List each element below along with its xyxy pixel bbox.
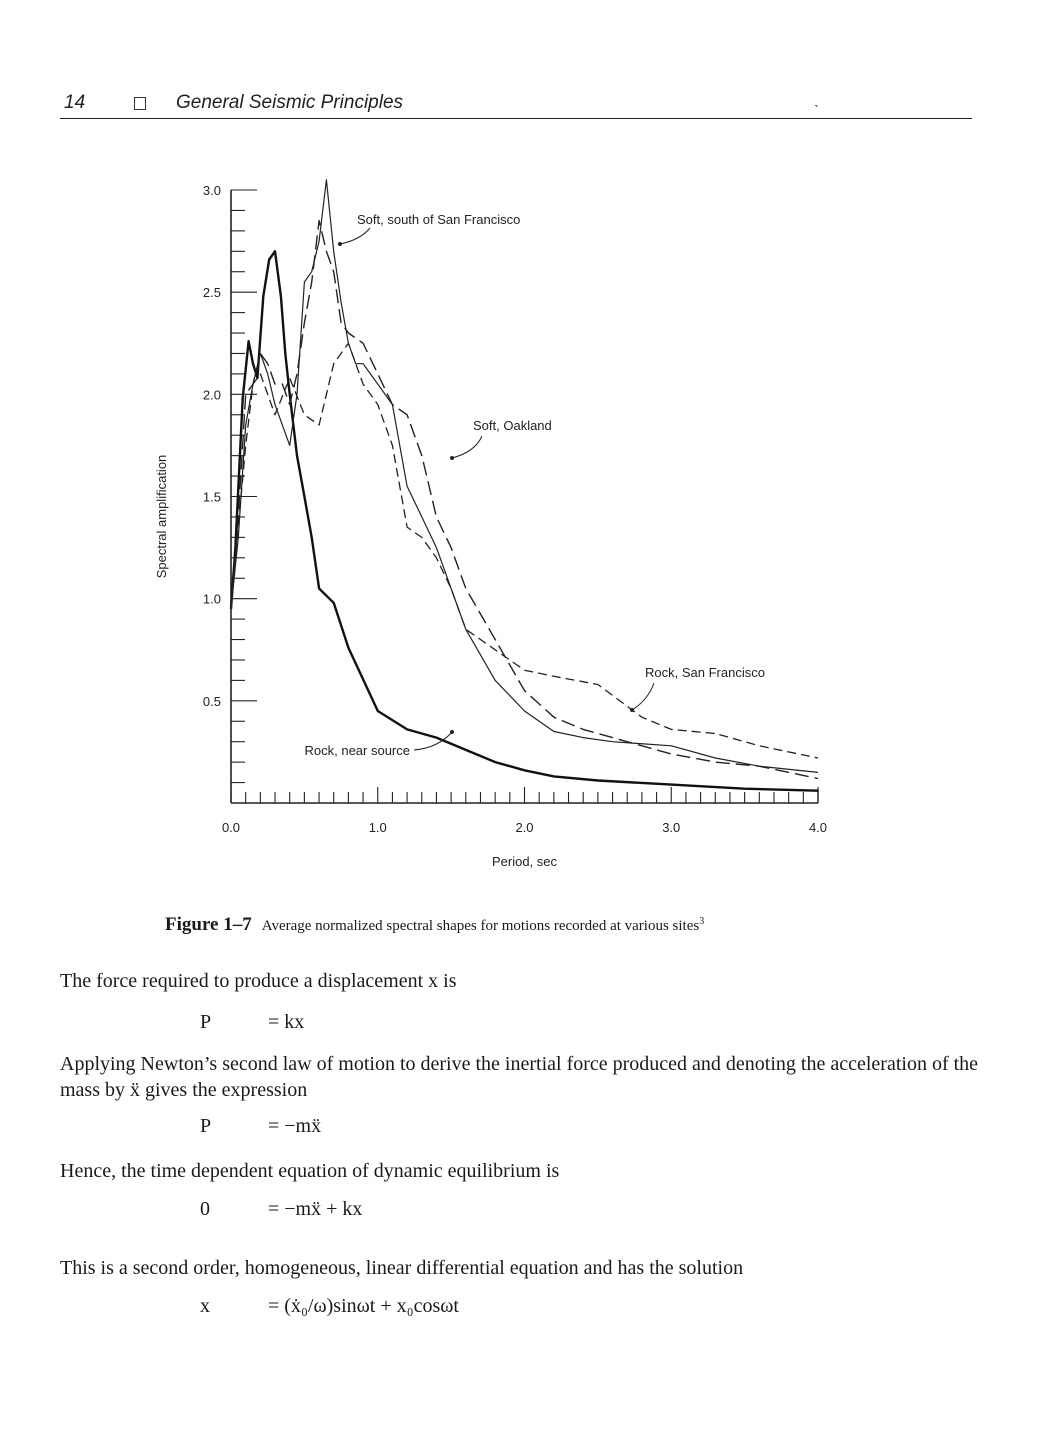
paragraph-4: This is a second order, homogeneous, linear differential equation and has the solution (60, 1257, 744, 1279)
equation-2-rhs: = −mẍ (268, 1115, 322, 1137)
series-annotation: Rock, San Francisco (645, 665, 765, 680)
figure-caption (165, 914, 985, 936)
annotation-arrow (452, 436, 482, 458)
paragraph-3: Hence, the time dependent equation of dynamic equilibrium is (60, 1160, 560, 1182)
chart-series (231, 180, 818, 791)
equation-4-lhs: x (200, 1295, 210, 1317)
x-tick-label: 1.0 (368, 820, 387, 835)
annotation-arrowhead (450, 456, 454, 460)
equation-3-rhs: = −mẍ + kx (268, 1198, 363, 1220)
x-tick-label: 2.0 (515, 820, 534, 835)
page-number: 14 (64, 92, 86, 113)
x-axis-title: Period, sec (491, 854, 558, 869)
equation-3-lhs: 0 (200, 1198, 210, 1220)
series-line-2 (231, 180, 818, 773)
equation-2 (200, 1115, 321, 1138)
chapter-title: General Seismic Principles (176, 92, 404, 113)
y-axis-title: Spectral amplification (154, 454, 169, 579)
paragraph-1: The force required to produce a displacement x is (60, 970, 457, 992)
stray-mark: ˴ (814, 96, 819, 112)
equation-4 (200, 1295, 459, 1318)
series-line-1 (231, 251, 818, 790)
chart-annotations (305, 212, 765, 758)
equation-4-rhs: = (ẋ₀/ω)sinωt + x₀cosωt (268, 1295, 459, 1317)
equation-1-lhs: P (200, 1011, 212, 1033)
y-tick-label: 3.0 (202, 183, 221, 198)
series-annotation: Soft, south of San Francisco (357, 212, 521, 227)
figure-caption-text: Average normalized spectral shapes for motions recorded at various sites (261, 918, 700, 934)
equation-3 (200, 1198, 362, 1221)
y-tick-label: 1.5 (202, 489, 221, 505)
figure-label: Figure 1–7 (165, 914, 252, 935)
x-tick-label: 0.0 (221, 820, 241, 835)
series-line-3 (231, 221, 818, 779)
y-tick-label: 0.5 (202, 693, 221, 709)
annotation-arrow (632, 683, 654, 710)
y-tick-label: 2.0 (202, 387, 221, 403)
figure-caption-ref: 3 (699, 916, 705, 927)
equation-1 (200, 1011, 304, 1034)
series-annotation: Soft, Oakland (473, 418, 552, 433)
series-annotation: Rock, near source (304, 743, 410, 758)
y-tick-label: 2.5 (202, 285, 221, 301)
annotation-arrowhead (338, 242, 342, 246)
equation-1-rhs: = kx (268, 1011, 305, 1033)
series-line-4 (231, 343, 818, 758)
annotation-arrow (340, 228, 370, 244)
equation-2-lhs: P (200, 1115, 212, 1137)
paragraph-2: Applying Newton’s second law of motion to derive the inertial force produced and denoting the acceleration of the mass by ẍ gives the expression (60, 1053, 979, 1101)
y-tick-label: 1.0 (202, 591, 221, 607)
chart-axes (154, 183, 827, 869)
annotation-arrowhead (450, 730, 454, 734)
x-tick-label: 3.0 (662, 820, 681, 835)
annotation-arrowhead (630, 708, 634, 712)
x-tick-label: 4.0 (808, 820, 828, 835)
